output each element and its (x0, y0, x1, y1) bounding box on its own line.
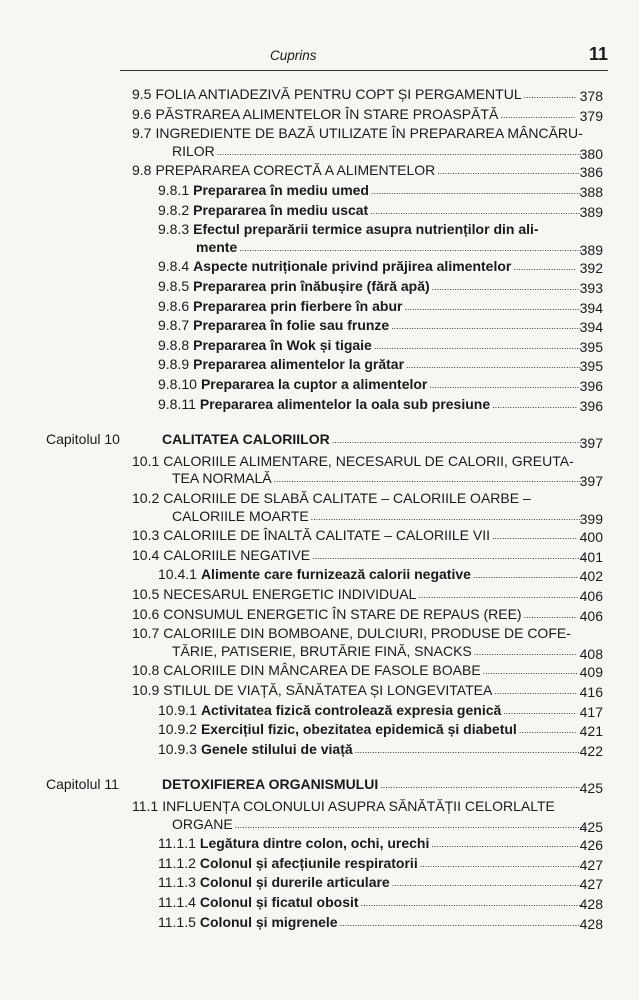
page-number: 392 (579, 260, 603, 277)
dot-leader: ............................................................ (429, 380, 580, 390)
chapter-title: DETOXIFIEREA ORGANISMULUI (162, 776, 379, 793)
page-number: 426 (579, 837, 603, 854)
section-number: 9.7 (132, 125, 152, 142)
section-number: 9.6 (132, 105, 152, 122)
dot-leader: ....................... (518, 725, 577, 736)
dot-leader: ............................................................................................................................. (273, 474, 587, 485)
section-title: Prepararea în folie sau frunze (193, 317, 390, 334)
dot-leader: ......................................................... (437, 166, 580, 177)
page-number: 395 (579, 358, 603, 375)
page-number: 393 (579, 280, 603, 296)
section-number: 11.1 (132, 798, 159, 814)
dot-leader: ......................................... (473, 646, 577, 657)
section-title: Prepararea în mediu uscat (193, 201, 369, 218)
section-title: CALORIILE DE SLABĂ CALITATE – CALORIILE OARBE – (163, 490, 531, 506)
page-number: 417 (579, 703, 603, 720)
section-number: 9.8.8 (158, 336, 190, 353)
section-title: Prepararea alimentelor la grătar (193, 356, 405, 373)
dot-leader: ................................................................ (419, 858, 580, 869)
section-title: TEA NORMALĂ (172, 470, 272, 487)
page-number: 389 (579, 241, 603, 258)
dot-leader: .................................. (492, 531, 578, 542)
section-number: 10.4.1 (158, 566, 197, 583)
dot-leader: ........................................................... (431, 282, 580, 292)
section-number: 10.9.1 (158, 701, 197, 718)
section-number: 9.8.3 (158, 221, 190, 238)
section-title: FOLIA ANTIADEZIVĂ PENTRU COPT ȘI PERGAMENTUL (155, 86, 522, 102)
page-number: 380 (579, 145, 603, 162)
dot-leader: ................................. (494, 686, 577, 696)
page-number: 396 (579, 378, 603, 394)
section-title: CALORIILE ALIMENTARE, NECESARUL DE CALORII, GREUTA- (163, 452, 574, 469)
header-title: Cuprins (270, 48, 317, 63)
dot-leader: ..................................................................................................... (331, 435, 585, 446)
dot-leader: ........................................................................................................................................... (239, 242, 587, 253)
section-number: 9.8.9 (158, 356, 190, 373)
section-title: Prepararea la cuptor a alimentelor (200, 376, 428, 392)
page-number: 422 (579, 742, 603, 759)
page-number: 427 (579, 856, 603, 873)
page-number: 428 (579, 915, 603, 932)
dot-leader: ...................................... (482, 666, 578, 677)
section-number: 9.8.10 (158, 376, 197, 392)
section-title: Colonul și durerile articulare (199, 874, 390, 891)
dot-leader: ........................................................... (431, 839, 579, 850)
dot-leader: ..................... (523, 90, 577, 100)
page-number: 427 (579, 876, 603, 893)
page-number: 397 (579, 473, 603, 490)
page-number: 378 (579, 88, 603, 104)
section-title: Efectul preparării termice asupra nutrienților din ali- (193, 221, 539, 238)
dot-leader: ............................................................................................................. (310, 511, 584, 522)
section-title: Prepararea alimentelor la oala sub presiune (199, 395, 491, 412)
dot-leader: .............................. (500, 109, 576, 120)
section-number: 10.6 (132, 605, 160, 622)
section-title: CONSUMUL ENERGETIC ÎN STARE DE REPAUS (REE) (163, 605, 522, 622)
section-number: 11.1.2 (158, 854, 196, 871)
section-number: 9.8.11 (158, 395, 196, 412)
section-title: Activitatea fizică controlează expresia genică (200, 701, 502, 718)
section-title: CALORIILE DE ÎNALTĂ CALITATE – CALORIILE VII (163, 527, 491, 544)
section-title: Exercițiul fizic, obezitatea epidemică și diabetul (200, 721, 517, 738)
page-number: 416 (579, 684, 603, 700)
dot-leader: ..................... (523, 609, 577, 620)
section-title: Prepararea prin fierbere în abur (193, 297, 403, 314)
page-number: 425 (579, 780, 603, 797)
section-title: CALORIILE DIN MÂNCAREA DE FASOLE BOABE (163, 662, 481, 679)
section-title: Prepararea în Wok și tigaie (193, 336, 372, 353)
page-number: 396 (579, 397, 603, 414)
dot-leader: ............................................................................ (391, 878, 582, 889)
section-number: 11.1.1 (158, 835, 196, 852)
section-title: Prepararea prin înăbușire (fără apă) (193, 278, 430, 294)
section-title: Colonul și afecțiunile respiratorii (199, 854, 418, 871)
section-title: Prepararea în mediu umed (193, 182, 369, 198)
section-title: RILOR (172, 142, 215, 159)
section-number: 9.8.7 (158, 317, 190, 334)
section-title: NECESARUL ENERGETIC INDIVIDUAL (163, 586, 417, 602)
page-number: 394 (579, 319, 603, 336)
section-title: PREPARAREA CORECTĂ A ALIMENTELOR (155, 162, 436, 179)
dot-leader: ...................................................................... (406, 360, 582, 371)
page-number: 388 (579, 184, 603, 200)
dot-leader: ............................................................................ (391, 321, 582, 332)
dot-leader: .................................................................................................................................................... (216, 146, 587, 157)
page-number: 428 (579, 896, 603, 912)
section-number: 9.8.6 (158, 297, 190, 314)
section-number: 11.1.4 (158, 894, 196, 910)
page-number: 406 (579, 607, 603, 624)
dot-leader: ......................................................................................... (360, 898, 584, 908)
section-number: 9.8 (132, 162, 152, 179)
section-number: 10.5 (132, 586, 160, 602)
section-number: 9.8.2 (158, 201, 190, 218)
section-number: 9.5 (132, 86, 152, 102)
section-number: 10.2 (132, 490, 160, 506)
section-number: 11.1.5 (158, 913, 196, 930)
dot-leader: .................................................................................... (370, 186, 582, 196)
section-number: 9.8.1 (158, 182, 190, 198)
section-number: 10.8 (132, 662, 160, 679)
section-number: 10.9 (132, 682, 160, 698)
section-title: Colonul și ficatul obosit (199, 894, 359, 910)
dot-leader: ................................................................................ (380, 780, 581, 791)
section-number: 10.9.3 (158, 740, 197, 757)
section-title: CALORIILE DIN BOMBOANE, DULCIURI, PRODUSE DE COFE- (163, 625, 571, 642)
dot-leader: ......................... (513, 262, 576, 273)
section-title: TĂRIE, PATISERIE, BRUTĂRIE FINĂ, SNACKS (172, 642, 472, 659)
section-title: INGREDIENTE DE BAZĂ UTILIZATE ÎN PREPARAREA MÂNCĂRU- (155, 125, 583, 142)
section-number: 10.3 (132, 527, 160, 544)
section-title: CALORIILE MOARTE (172, 507, 309, 524)
page-number: 409 (579, 664, 603, 681)
dot-leader: .................................. (492, 399, 578, 410)
page-number: 397 (579, 435, 603, 452)
page-number: 394 (579, 299, 603, 316)
section-title: INFLUENȚA COLONULUI ASUPRA SĂNĂTĂȚII CELORLALTE (162, 798, 555, 814)
section-title: Genele stilului de viață (200, 740, 353, 757)
section-title: mente (196, 238, 238, 255)
page-number: 401 (579, 548, 603, 565)
page-number: 406 (579, 588, 603, 604)
section-number: 10.1 (132, 452, 160, 469)
chapter-label: Capitolul 10 (46, 431, 120, 448)
chapter-label: Capitolul 11 (46, 776, 119, 793)
page-number: 408 (579, 645, 603, 662)
dot-leader: ...................................................................... (404, 301, 580, 312)
dot-leader: ................................................................................................. (339, 917, 583, 928)
header-page-number: 11 (588, 44, 608, 64)
section-number: 9.8.5 (158, 278, 190, 294)
section-title: ORGANE (172, 815, 233, 832)
page-number: 400 (579, 529, 603, 546)
dot-leader: ................................................................ (418, 590, 579, 600)
page-number: 386 (579, 164, 603, 181)
section-title: STILUL DE VIAȚĂ, SĂNĂTATEA ȘI LONGEVITATEA (163, 682, 493, 698)
section-title: Legătura dintre colon, ochi, urechi (199, 835, 430, 852)
section-number: 10.7 (132, 625, 160, 642)
page-number: 425 (579, 818, 603, 835)
dot-leader: ........................................................................................... (354, 744, 583, 755)
dot-leader: ............................................................................................................. (312, 550, 585, 561)
section-title: Colonul și migrenele (199, 913, 338, 930)
dot-leader: .................................................................................... (370, 205, 581, 216)
page-number: 389 (579, 203, 603, 220)
dot-leader: ............................................................................................................................................. (234, 819, 588, 830)
running-header (120, 44, 608, 71)
dot-leader: .......................................... (472, 570, 578, 581)
section-title: CALORIILE NEGATIVE (163, 546, 311, 563)
dot-leader: ............................. (503, 705, 576, 716)
page-number: 399 (579, 510, 603, 527)
page-number: 379 (579, 107, 603, 124)
page-number: 402 (579, 568, 603, 585)
page-number: 421 (579, 723, 603, 740)
page-number: 395 (579, 338, 603, 355)
section-number: 10.9.2 (158, 721, 197, 738)
section-number: 11.1.3 (158, 874, 196, 891)
section-title: Alimente care furnizează calorii negative (200, 566, 471, 583)
section-number: 10.4 (132, 546, 160, 563)
section-title: Aspecte nutriționale privind prăjirea alimentelor (193, 258, 512, 275)
section-title: PĂSTRAREA ALIMENTELOR ÎN STARE PROASPĂTĂ (155, 105, 499, 122)
dot-leader: ................................................................................... (373, 340, 582, 351)
chapter-title: CALITATEA CALORIILOR (162, 431, 330, 448)
section-number: 9.8.4 (158, 258, 190, 275)
